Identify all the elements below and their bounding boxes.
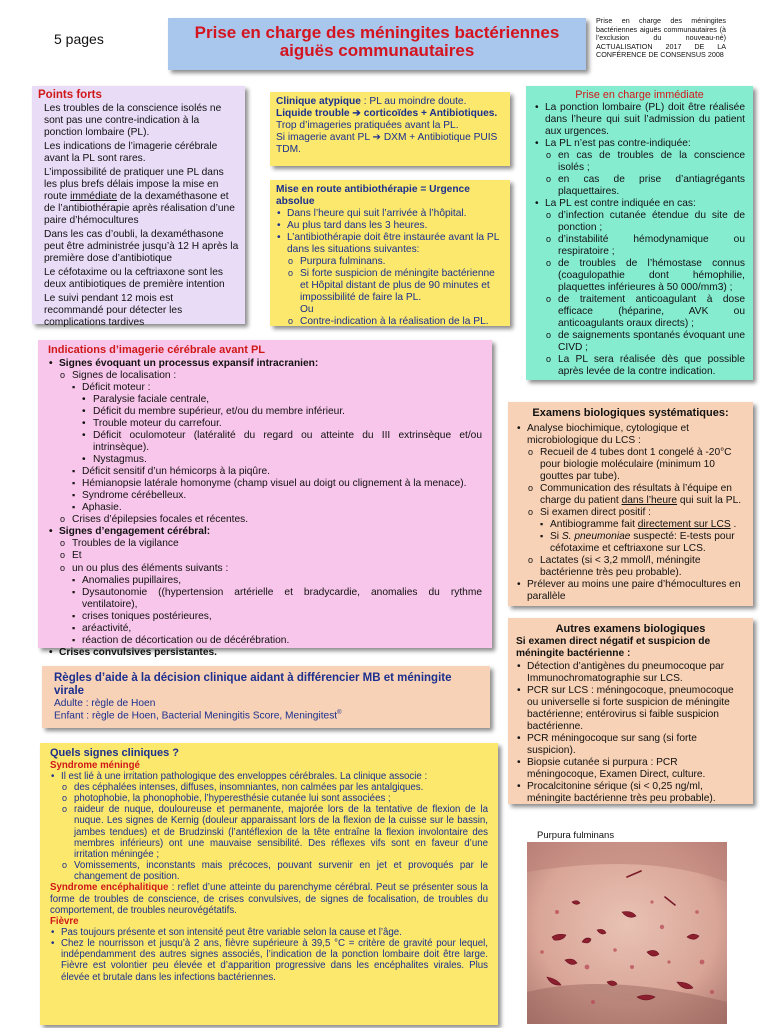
imagerie-item: ▪ crises toniques postérieures, xyxy=(48,611,482,623)
signes-encephalitique-heading: Syndrome encéphalitique xyxy=(50,882,169,894)
imagerie-deficit: • Trouble moteur du carrefour. xyxy=(48,418,482,430)
bio-sub-text: Communication des résultats à l’équipe en charge du patient xyxy=(540,483,732,507)
bio-sub-text: qui suit la PL. xyxy=(677,495,742,507)
antibio-title: Mise en route antibiothérapie = Urgence absolue xyxy=(276,184,470,208)
signes-encephalitique xyxy=(50,882,488,915)
autres-title: Autres examens biologiques xyxy=(555,623,706,635)
imagerie-item: ▪ Aphasie. xyxy=(48,502,482,514)
registered-mark: ® xyxy=(337,710,342,717)
antibio-sub: o Contre-indication à la réalisation de la PL. xyxy=(276,316,504,328)
bio-sub: o Lactates (si < 3,2 mmol/l, méningite bactérienne très peu probable). xyxy=(516,555,745,579)
pf-item-text: L’impossibilité de pratiquer une PL dans les plus brefs délais impose la mise en route xyxy=(44,166,224,202)
clinique-line xyxy=(276,96,504,108)
bio-item-underline: directement sur LCS xyxy=(637,519,731,531)
imagerie-deficit: • Nystagmus. xyxy=(48,454,482,466)
imagerie-bullet: • Crises convulsives persistantes. xyxy=(48,647,482,659)
imagerie-sub: o Et xyxy=(48,550,482,562)
signes-box xyxy=(40,743,498,1025)
antibio-sub: o Purpura fulminans. xyxy=(276,256,504,268)
autres-item: • Détection d’antigènes du pneumocoque par Immunochromatographie sur LCS. xyxy=(516,661,745,685)
autres-item: • PCR sur LCS : méningocoque, pneumocoque ou universelle si forte suspicion de méningite bactérienne; entérovirus si faible suspicion bactérienne. xyxy=(516,685,745,733)
antibio-bullet: • L’antibiothérapie doit être instaurée avant la PL dans les situations suivantes: xyxy=(276,232,504,256)
bio-item-text: . xyxy=(730,519,737,531)
regles-enfant xyxy=(54,710,478,722)
immediate-sub: o en cas de troubles de la conscience isolés ; xyxy=(534,150,745,174)
regles-box xyxy=(42,666,490,728)
immediate-bullet: • La ponction lombaire (PL) doit être réalisée dans l’heure qui suit l’admission du patient aux urgences. xyxy=(534,102,745,138)
autres-box xyxy=(508,618,753,804)
imagerie-bullet: • Signes évoquant un processus expansif intracranien: xyxy=(48,358,482,370)
pf-item: Dans les cas d’oubli, la dexaméthasone peut être administrée jusqu’à 12 H après la première dose d’antibiotique xyxy=(44,228,239,264)
imagerie-sub: o Troubles de la vigilance xyxy=(48,538,482,550)
imagerie-sub: o Crises d’épilepsies focales et récentes. xyxy=(48,514,482,526)
bio-item-text: Antibiogramme fait xyxy=(550,519,638,531)
signes-bullet: • Il est lié à une irritation pathologique des enveloppes cérébrales. La clinique associe : xyxy=(50,771,488,782)
imagerie-box xyxy=(38,340,492,658)
autres-item: • PCR méningocoque sur sang (si forte suspicion). xyxy=(516,733,745,757)
imagerie-item: ▪ Syndrome cérébelleux. xyxy=(48,490,482,502)
signes-fievre-bullet: • Chez le nourrisson et jusqu’à 2 ans, fièvre supérieure à 39,5 °C = critère de gravité pour lequel, indépendamment des autres signes associés, l’indication de la ponction lombaire doit être large. Fièvre est volontier peu élevée et d’apparition progressive dans les encéphalites virales. Plus élevée et brutale dans les infections bactériennes. xyxy=(50,938,488,983)
purpura-skin-image xyxy=(527,842,727,1024)
immediate-sub: o d’instabilité hémodynamique ou respiratoire ; xyxy=(534,234,745,258)
signes-fievre-heading: Fièvre xyxy=(50,915,79,927)
bio-box xyxy=(508,402,753,606)
imagerie-item: ▪ réaction de décortication ou de décérébration. xyxy=(48,635,482,647)
imagerie-bullet: • Signes d’engagement cérébral: xyxy=(48,526,482,538)
imagerie-deficit: • Paralysie faciale centrale, xyxy=(48,394,482,406)
immediate-sub: o d’infection cutanée étendue du site de ponction ; xyxy=(534,210,745,234)
page-count: 5 pages xyxy=(54,31,104,47)
regles-title: Règles d’aide à la décision clinique aidant à différencier MB et méningite virale xyxy=(54,672,452,697)
bio-sub: o Recueil de 4 tubes dont 1 congelé à -20°C pour biologie moléculaire (minimum 10 gouttes par tube). xyxy=(516,447,745,483)
clinique-atypique-label: Clinique atypique xyxy=(276,96,361,107)
bio-item-italic: S. pneumoniae xyxy=(561,531,631,543)
immediate-box xyxy=(526,86,753,380)
regles-adulte: Adulte : règle de Hoen xyxy=(54,698,156,709)
bio-bullet: • Prélever au moins une paire d’hémocultures en parallèle xyxy=(516,579,745,603)
signes-meninge-heading: Syndrome méningé xyxy=(50,759,140,771)
immediate-sub: o de saignements spontanés évoquant une CIVD ; xyxy=(534,330,745,354)
imagerie-sub: o Signes de localisation : xyxy=(48,370,482,382)
title-line-1: Prise en charge des méningites bactériennes xyxy=(194,23,560,42)
clinique-box xyxy=(270,92,510,166)
bio-sub xyxy=(516,483,745,507)
title-line-2: aiguës communautaires xyxy=(279,41,475,60)
pf-item: Le suivi pendant 12 mois est recommandé pour détecter les complications tardives xyxy=(44,293,183,329)
imagerie-item: ▪ Anomalies pupillaires, xyxy=(48,575,482,587)
clinique-liquide: Liquide trouble ➔ corticoïdes + Antibiotiques. xyxy=(276,108,498,120)
pf-item: Les troubles de la conscience isolés ne sont pas une contre-indication à la ponction lombaire (PL). xyxy=(44,102,222,138)
antibio-sub: o Si forte suspicion de méningite bactérienne et Hôpital distant de plus de 90 minutes et impossibilité de faire la PL. xyxy=(276,268,504,304)
pf-immediate: immédiate xyxy=(70,190,118,202)
photo-caption: Purpura fulminans xyxy=(537,830,615,841)
signes-sub: o photophobie, la phonophobie, l’hyperesthésie cutanée lui sont associées ; xyxy=(50,793,488,804)
immediate-sub: o de traitement anticoagulant à dose efficace (héparine, AVK ou anticoagulants oraux directs) ; xyxy=(534,294,745,330)
imagerie-item: ▪ Hémianopsie latérale homonyme (champ visuel au doigt ou clignement à la menace). xyxy=(48,478,482,490)
points-forts-box xyxy=(32,86,245,329)
immediate-title: Prise en charge immédiate xyxy=(575,89,704,101)
bio-bullet: • Analyse biochimique, cytologique et microbiologique du LCS : xyxy=(516,423,745,447)
pf-item: Le céfotaxime ou la ceftriaxone sont les deux antibiotiques de première intention xyxy=(44,266,225,290)
autres-item: • Biopsie cutanée si purpura : PCR méningocoque, Examen Direct, culture. xyxy=(516,757,745,781)
immediate-sub: o en cas de prise d’antiagrégants plaquettaires. xyxy=(534,174,745,198)
bio-item xyxy=(516,531,745,555)
points-forts-title: Points forts xyxy=(38,89,102,101)
antibio-box xyxy=(270,180,510,326)
bio-item-text: suspecté: E-tests pour céfotaxime et ceftriaxone sur LCS. xyxy=(550,531,735,555)
imagerie-title: Indications d’imagerie cérébrale avant PL xyxy=(48,344,266,356)
source-note: Prise en charge des méningites bactériennes aiguës communautaires (à l’exclusion du nouveau-né) ACTUALISATION 2017 DE LA CONFÉRENCE DE CONSENSUS 2008 xyxy=(596,16,726,60)
bio-item xyxy=(516,519,745,531)
antibio-bullet: • Dans l’heure qui suit l’arrivée à l’hôpital. xyxy=(276,208,504,220)
regles-enfant-text: Enfant : règle de Hoen, Bacterial Meningitis Score, Meningitest xyxy=(54,710,338,722)
imagerie-deficit: • Déficit du membre supérieur, et/ou du membre inférieur. xyxy=(48,406,482,418)
bio-sub: o Si examen direct positif : xyxy=(516,507,745,519)
signes-encephalitique-text: : reflet d’une atteinte du parenchyme cérébral. Peut se présenter sous la forme de troubles de conscience, de crises convulsives, de signes de focalisation, de troubles du comportement, de troubles neurovégétatifs. xyxy=(50,882,488,916)
signes-fievre-bullet: • Pas toujours présente et son intensité peut être variable selon la cause et l’âge. xyxy=(50,927,488,938)
page-title xyxy=(168,18,586,70)
imagerie-item: ▪ Déficit sensitif d’un hémicorps à la piqûre. xyxy=(48,466,482,478)
antibio-ou: Ou xyxy=(300,304,314,316)
clinique-tdm: Si imagerie avant PL ➔ DXM + Antibiotique PUIS TDM. xyxy=(276,132,498,156)
immediate-sub: o de troubles de l’hémostase connus (coagulopathie dont hémophilie, plaquettes inférieures à 50 000/mm3) ; xyxy=(534,258,745,294)
imagerie-deficit: • Déficit oculomoteur (latéralité du regard ou atteinte du III extrinsèque et/ou intrinsèque). xyxy=(48,430,482,454)
bio-sub-underline: dans l’heure xyxy=(621,495,678,507)
bio-item-text: Si xyxy=(550,531,562,543)
imagerie-item: ▪ Dysautonomie ((hypertension artérielle et bradycardie, anomalies du rythme ventilatoire), xyxy=(48,587,482,611)
signes-title: Quels signes cliniques ? xyxy=(50,747,179,759)
imagerie-item: ▪ aréactivité, xyxy=(48,623,482,635)
pf-item: Les indications de l’imagerie cérébrale avant la PL sont rares. xyxy=(44,140,218,164)
clinique-atypique-text: : PL au moindre doute. xyxy=(360,96,467,107)
pf-item xyxy=(38,167,239,227)
imagerie-item: ▪ Déficit moteur : xyxy=(48,382,482,394)
autres-item: • Procalcitonine sérique (si < 0,25 ng/ml, méningite bactérienne très peu probable). xyxy=(516,781,745,805)
signes-sub: o Vomissements, inconstants mais précoces, pouvant survenir en jet et provoqués par le changement de position. xyxy=(50,860,488,882)
purpura-photo xyxy=(527,842,727,1024)
immediate-bullet: • La PL n’est pas contre-indiquée: xyxy=(534,138,745,150)
immediate-bullet: • La PL est contre indiquée en cas: xyxy=(534,198,745,210)
clinique-imageries: Trop d’imageries pratiquées avant la PL. xyxy=(276,120,459,132)
imagerie-sub: o un ou plus des éléments suivants : xyxy=(48,563,482,575)
autres-subtitle: Si examen direct négatif et suspicion de méningite bactérienne : xyxy=(516,635,711,659)
antibio-bullet: • Au plus tard dans les 3 heures. xyxy=(276,220,504,232)
pf-item-tail: de la dexaméthasone et de l’antibiothérapie après réalisation d’une paire d’hémocultures xyxy=(44,190,235,226)
signes-sub: o raideur de nuque, douloureuse et permanente, majorée lors de la tentative de flexion de la nuque. Les signes de Kernig (douleur apparaissant lors de la flexion de la cuisse sur le bassin, jambes tendues) et de Brudzinski (l’antéflexion de la tête entraîne la flexion involontaire des membres inférieurs) ont une mauvaise sensibilité. Des réflexes vifs sont en faveur d’une irritation méningée ; xyxy=(50,804,488,860)
immediate-sub: o La PL sera réalisée dès que possible après levée de la contre indication. xyxy=(534,354,745,378)
bio-title: Examens biologiques systématiques: xyxy=(532,407,729,419)
signes-sub: o des céphalées intenses, diffuses, insomniantes, non calmées par les antalgiques. xyxy=(50,782,488,793)
